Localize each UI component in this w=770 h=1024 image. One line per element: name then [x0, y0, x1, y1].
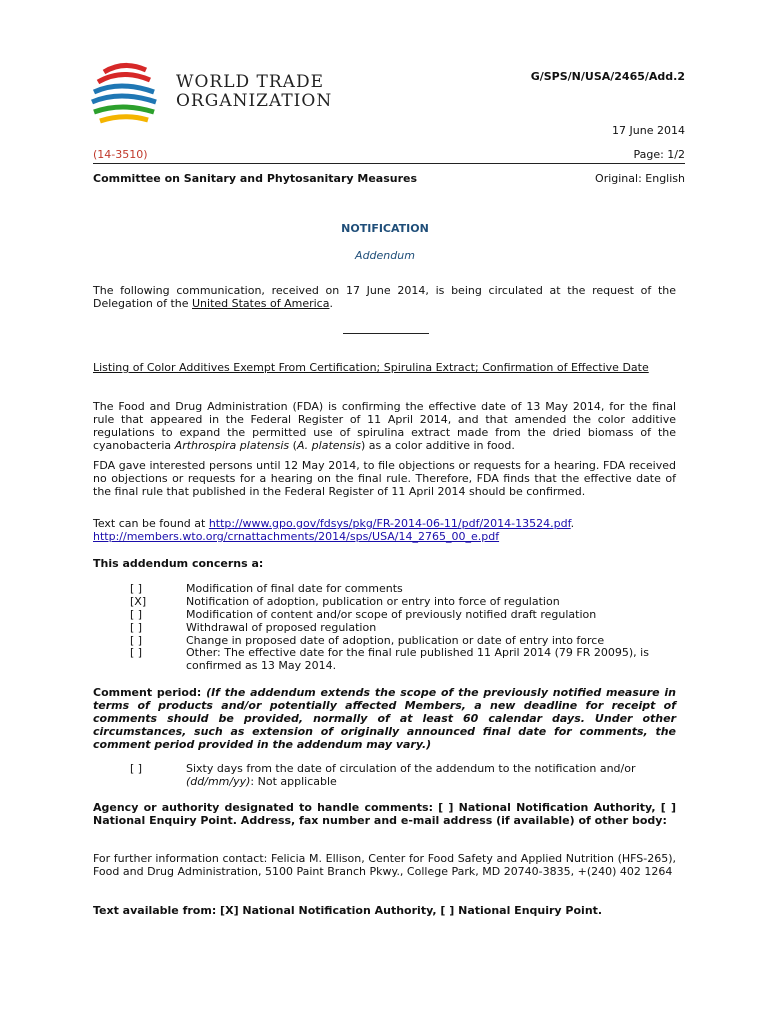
checkbox: [ ] — [130, 634, 143, 647]
organization-name: WORLD TRADE ORGANIZATION — [176, 72, 333, 111]
agency-paragraph: Agency or authority designated to handle comments: [ ] National Notification Authority, [ ] National Enquiry Point. Address, fax number and e-mail address (if available) of other body: — [93, 801, 676, 827]
contact-paragraph: For further information contact: Felicia M. Ellison, Center for Food Safety and Applied Nutrition (HFS-265), Food and Drug Administration, 5100 Paint Branch Pkwy., College Park, MD 20740-3835, +(240) 402 1264 — [93, 852, 676, 878]
measure-heading: Listing of Color Additives Exempt From Certification; Spirulina Extract; Confirmation of Effective Date — [93, 361, 649, 374]
link-wto-attachment[interactable]: http://members.wto.org/crnattachments/2014/sps/USA/14_2765_00_e.pdf — [93, 530, 500, 543]
checkbox: [X] — [130, 595, 147, 608]
reference-number: (14-3510) — [93, 148, 148, 161]
comment-period: Comment period: (If the addendum extends the scope of the previously notified measure in terms of products and/or potentially affected Members, a new deadline for receipt of comments should be provided, normally of at least 60 calendar days. Under other circumstances, such as extension of originally announced final date for comments, the comment period provided in the addendum may vary.) — [93, 686, 677, 751]
notification-title: NOTIFICATION — [341, 222, 429, 235]
addendum-subtitle: Addendum — [355, 249, 415, 262]
body-paragraph-1: The Food and Drug Administration (FDA) is confirming the effective date of 13 May 2014, for the final rule that appeared in the Federal Register of 11 April 2014, and that amended the color additive regulations to expand the permitted use of spirulina extract made from the dried biomass of the cyanobacteria Arthrospira platensis (A. platensis) as a color additive in food. — [93, 400, 676, 452]
text-available: Text available from: [X] National Notification Authority, [ ] National Enquiry Point. — [93, 904, 603, 917]
checkbox: [ ] — [130, 646, 143, 659]
wto-logo-icon — [84, 58, 174, 128]
body-paragraph-2: FDA gave interested persons until 12 May 2014, to file objections or requests for a hearing. FDA received no objections or requests for a hearing on the final rule. Therefore, FDA finds that the effective date of the final rule that published in the Federal Register of 11 April 2014 should be confirmed. — [93, 459, 676, 498]
checkbox: [ ] — [130, 762, 143, 775]
section-separator — [343, 333, 429, 334]
concerns-title: This addendum concerns a: — [93, 557, 264, 570]
header-divider — [93, 163, 685, 164]
checkbox: [ ] — [130, 621, 143, 634]
committee-name: Committee on Sanitary and Phytosanitary Measures — [93, 172, 418, 185]
original-language: Original: English — [595, 172, 685, 185]
document-date: 17 June 2014 — [612, 124, 685, 137]
links-paragraph: Text can be found at http://www.gpo.gov/fdsys/pkg/FR-2014-06-11/pdf/2014-13524.pdf. http://members.wto.org/crnattachments/2014/sps/USA/14_2765_00_e.pdf — [93, 517, 575, 543]
link-federal-register[interactable]: http://www.gpo.gov/fdsys/pkg/FR-2014-06-11/pdf/2014-13524.pdf — [208, 517, 571, 530]
intro-paragraph: The following communication, received on 17 June 2014, is being circulated at the request of the Delegation of the United States of America. — [93, 284, 676, 310]
checkbox: [ ] — [130, 582, 143, 595]
checkbox: [ ] — [130, 608, 143, 621]
document-symbol: G/SPS/N/USA/2465/Add.2 — [530, 70, 685, 83]
page-number: Page: 1/2 — [633, 148, 685, 161]
